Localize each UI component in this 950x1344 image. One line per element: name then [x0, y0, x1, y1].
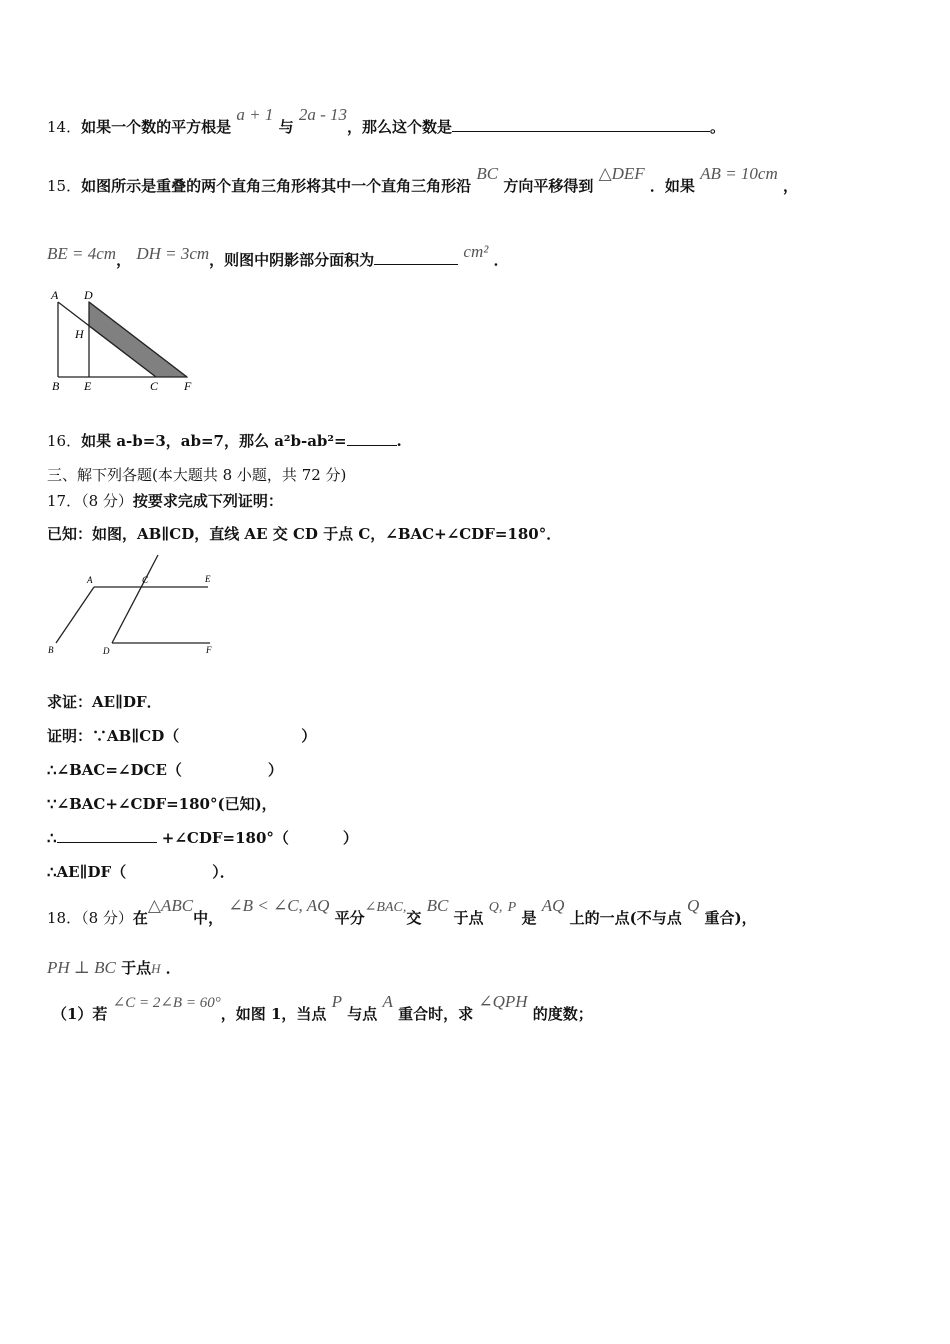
math-expression: Q, [488, 900, 503, 915]
question-text: 重合时，求 [398, 1005, 474, 1023]
label-B: B [48, 645, 54, 655]
label-B: B [52, 379, 60, 393]
question-17-given [47, 523, 561, 544]
math-expression: 2a - 13 [298, 105, 347, 124]
question-text: ， [116, 251, 132, 269]
proof-text: ） [342, 829, 358, 847]
question-text: 平分 [334, 909, 365, 927]
question-text: 与 [278, 118, 294, 136]
line-AC [58, 302, 156, 377]
math-expression: cm² [463, 242, 489, 261]
question-number: 17． [47, 492, 82, 510]
question-number: 16． [47, 432, 82, 450]
label-D: D [103, 646, 110, 656]
proof-line-2 [47, 759, 283, 780]
question-text: ， [782, 177, 798, 195]
math-expression: ∠C = 2∠B = 60° [112, 995, 221, 1011]
math-expression: a + 1 [236, 105, 274, 124]
math-expression: △ABC [147, 896, 194, 915]
math-expression: BC [476, 164, 499, 183]
question-text: 如果 a-b=3，ab=7，那么 a²b-ab²= [81, 432, 347, 450]
question-number: 15． [47, 177, 82, 195]
section-title [47, 464, 346, 485]
question-text: 是 [521, 909, 537, 927]
math-expression: AQ [541, 896, 565, 915]
question-text: ．如果 [649, 177, 695, 195]
question-text: 已知：如图，AB∥CD，直线 AE 交 CD 于点 C，∠BAC+∠CDF=180°． [47, 525, 562, 543]
question-15 [47, 164, 798, 196]
score: （8 分） [81, 909, 133, 927]
question-16 [47, 430, 402, 451]
question-17 [47, 490, 283, 511]
question-text: ． [493, 251, 509, 269]
math-expression: ∠B < ∠C, AQ [228, 896, 330, 915]
q17-figure [44, 553, 224, 663]
question-number: 18． [47, 909, 82, 927]
question-text: 与点 [347, 1005, 378, 1023]
proof-line-3 [47, 793, 277, 814]
q15-figure [44, 286, 204, 396]
question-text: （1）若 [52, 1005, 108, 1023]
proof-text: ∴AE∥DF（ [47, 863, 127, 881]
answer-blank[interactable] [347, 445, 397, 446]
proof-line-1 [47, 725, 316, 746]
question-text: 交 [406, 909, 422, 927]
answer-blank[interactable] [452, 131, 710, 132]
math-expression: DH = 3cm [136, 244, 210, 263]
proof-text: 证明：∵AB∥CD（ [47, 727, 180, 745]
proof-text: +∠CDF=180°（ [161, 829, 289, 847]
question-text: 于点 [121, 959, 152, 977]
line-transversal [112, 555, 158, 643]
line-DF [89, 302, 187, 377]
label-F: F [206, 645, 212, 655]
question-18-part1 [52, 992, 593, 1024]
question-text: 。 [710, 118, 726, 136]
question-18 [47, 896, 757, 928]
question-15-line2 [47, 242, 509, 270]
question-text: 如果一个数的平方根是 [81, 118, 232, 136]
question-text: ，那么这个数是 [346, 118, 452, 136]
label-H: H [75, 327, 84, 341]
math-expression: BC [426, 896, 449, 915]
proof-text: ∴∠BAC=∠DCE（ [47, 761, 182, 779]
math-expression: H [151, 961, 161, 976]
question-text: 于点 [453, 909, 484, 927]
label-F: F [184, 379, 192, 393]
proof-text: ） [267, 761, 283, 779]
question-text: ，如图 1，当点 [220, 1005, 327, 1023]
question-text: ． [165, 959, 181, 977]
label-D: D [84, 288, 93, 302]
question-14 [47, 105, 726, 137]
question-17-prove [47, 691, 162, 712]
score: （8 分） [81, 492, 133, 510]
question-text: 求证：AE∥DF． [47, 693, 162, 711]
math-expression: ∠BAC, [364, 900, 407, 915]
question-text: 如图所示是重叠的两个直角三角形将其中一个直角三角形沿 [81, 177, 472, 195]
proof-text: ） [301, 727, 317, 745]
question-text: 上的一点(不与点 [569, 909, 682, 927]
math-expression: BE = 4cm [47, 244, 117, 263]
section-heading: 三、解下列各题(本大题共 8 小题，共 72 分) [47, 466, 347, 484]
proof-text: ∵∠BAC+∠CDF=180°(已知)， [47, 795, 277, 813]
line-AB [56, 587, 94, 643]
label-C: C [150, 379, 159, 393]
math-expression: ∠QPH [478, 992, 528, 1011]
math-expression: Q [686, 896, 700, 915]
proof-text: ∴ [47, 829, 57, 847]
proof-line-4 [47, 827, 358, 848]
label-A: A [87, 575, 93, 585]
math-expression: AB = 10cm [700, 164, 778, 183]
question-text: . [396, 432, 402, 450]
label-A: A [51, 288, 59, 302]
math-expression: PH ⊥ BC [47, 958, 116, 977]
question-number: 14． [47, 118, 82, 136]
question-text: 在 [132, 909, 148, 927]
proof-line-5 [47, 861, 235, 882]
question-text: 重合)， [704, 909, 757, 927]
math-expression: △DEF [598, 164, 645, 183]
math-expression: P [331, 992, 343, 1011]
math-expression: A [382, 992, 393, 1011]
question-text: 中， [193, 909, 224, 927]
question-text: 按要求完成下列证明： [132, 492, 283, 510]
answer-blank[interactable] [374, 264, 458, 265]
label-E: E [205, 574, 211, 584]
question-text: ，则图中阴影部分面积为 [209, 251, 375, 269]
answer-blank[interactable] [57, 842, 157, 843]
question-text: 方向平移得到 [503, 177, 594, 195]
proof-text: ）． [212, 863, 235, 881]
question-18-line2 [47, 957, 181, 978]
math-expression: P [507, 900, 517, 915]
question-text: 的度数； [532, 1005, 593, 1023]
label-C: C [142, 575, 149, 585]
label-E: E [84, 379, 92, 393]
